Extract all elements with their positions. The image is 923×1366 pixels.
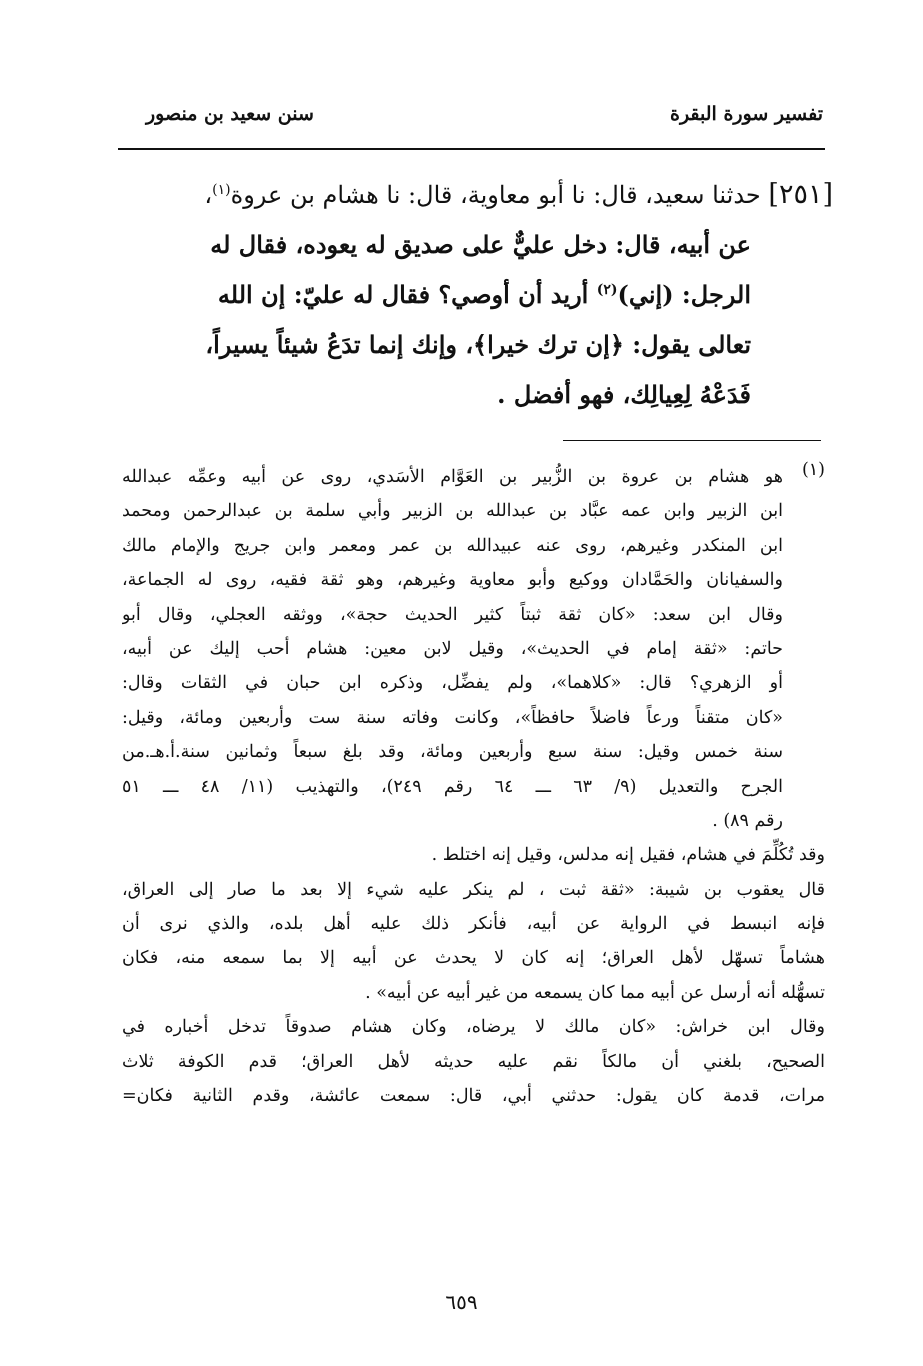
hadith-line-5: فَدَعْهُ لِعِيالِك، فهو أفضل . bbox=[497, 380, 751, 409]
footnote-number: (١) bbox=[801, 460, 825, 480]
footnote-line: ابن الزبير وابن عمه عبَّاد بن عبدالله بن الزبير وأبي سلمة بن عبدالرحمن ومحمد bbox=[122, 501, 783, 522]
header-rule bbox=[118, 148, 825, 150]
footnote-line: قال يعقوب بن شيبة: «ثقة ثبت ، لم ينكر عليه شيء إلا بعد ما صار إلى العراق، bbox=[122, 879, 825, 900]
hadith-text bbox=[118, 170, 833, 420]
footnote-ref-2: (٢) bbox=[596, 282, 618, 298]
footnote-line: هو هشام بن عروة بن الزُّبير بن العَوَّام الأسَدي، روى عن أبيه وعمِّه عبدالله bbox=[122, 467, 783, 487]
hadith-line-3: الرجل: (إني)$^{(٢)}$ أريد أن أوصي؟ فقال له عليّ: إن الله bbox=[217, 280, 751, 309]
footnote-line: فإنه انبسط في الرواية عن أبيه، فأنكر ذلك عليه أهل بلده، والذي نرى أن bbox=[122, 914, 825, 935]
footnote-line: «كان متقناً ورعاً فاضلاً حافظاً»، وكانت وفاته سنة ست وأربعين ومائة، وقيل: bbox=[122, 707, 783, 728]
footnote-line: الجرح والتعديل (٩/ ٦٣ ـــ ٦٤ رقم ٢٤٩)، والتهذيب (١١/ ٤٨ ـــ ٥١ bbox=[122, 776, 783, 797]
footnote-line: والسفيانان والحَمَّادان ووكيع وأبو معاوية وغيرهم، وهو ثقة فقيه، روى له الجماعة، bbox=[122, 570, 783, 591]
footnote-line: وقال ابن سعد: «كان ثقة ثبتاً كثير الحديث حجة»، ووثقه العجلي، وقال أبو bbox=[122, 604, 783, 625]
footnote-line: تسهُّله أنه أرسل عن أبيه مما كان يسمعه من غير أبيه عن أبيه» . bbox=[365, 982, 825, 1003]
footnote-ref-1: (١) bbox=[212, 182, 231, 198]
footnote-line: أو الزهري؟ قال: «كلاهما»، ولم يفضِّل، وذكره ابن حبان في الثقات وقال: bbox=[122, 673, 783, 694]
footnote-line: ابن المنكدر وغيرهم، روى عنه عبيدالله بن عمر ومعمر وابن جريج والإمام مالك bbox=[122, 535, 783, 556]
footnote-line: سنة خمس وقيل: سنة سبع وأربعين ومائة، وقد بلغ سبعاً وثمانين سنة.أ.هـ.من bbox=[122, 742, 783, 763]
footnote-rule bbox=[563, 440, 821, 441]
hadith-line-4: تعالى يقول: ﴿إن ترك خيرا﴾، وإنك إنما تدَعُ شيئاً يسيراً، bbox=[205, 330, 751, 359]
footnote-line: وقال ابن خراش: «كان مالك لا يرضاه، وكان هشام صدوقاً تدخل أخباره في bbox=[122, 1017, 825, 1038]
running-head-chapter: تفسير سورة البقرة bbox=[669, 103, 823, 125]
footnote-line: حاتم: «ثقة إمام في الحديث»، وقيل لابن معين: هشام أحب إليك عن أبيه، bbox=[122, 638, 783, 659]
footnote-line: مرات، قدمة كان يقول: حدثني أبي، قال: سمعت عائشة، وقدم الثانية فكان= bbox=[122, 1086, 825, 1107]
footnote-line: هشاماً تسهّل لأهل العراق؛ إنه كان لا يحدث عن أبيه إلا بما سمعه منه، فكان bbox=[122, 948, 825, 969]
hadith-line-1: [٢٥١] حدثنا سعيد، قال: نا أبو معاوية، قال: نا هشام بن عروة$^{(١)}$، bbox=[204, 179, 833, 210]
footnotes bbox=[122, 460, 825, 1113]
footnote-line: الصحيح، بلغني أن مالكاً نقم عليه حديثه لأهل العراق؛ قدم الكوفة ثلاث bbox=[122, 1051, 825, 1072]
hadith-line-2: عن أبيه، قال: دخل عليٌّ على صديق له يعوده، فقال له bbox=[210, 230, 751, 259]
hadith-number: [٢٥١] bbox=[768, 179, 833, 210]
running-head-book: سنن سعيد بن منصور bbox=[146, 103, 314, 125]
footnote-line: رقم ٨٩) . bbox=[712, 810, 783, 831]
footnote-line: وقد تُكُلِّمَ في هشام، فقيل إنه مدلس، وقيل إنه اختلط . bbox=[431, 845, 825, 866]
page-number: ٦٥٩ bbox=[445, 1290, 478, 1314]
